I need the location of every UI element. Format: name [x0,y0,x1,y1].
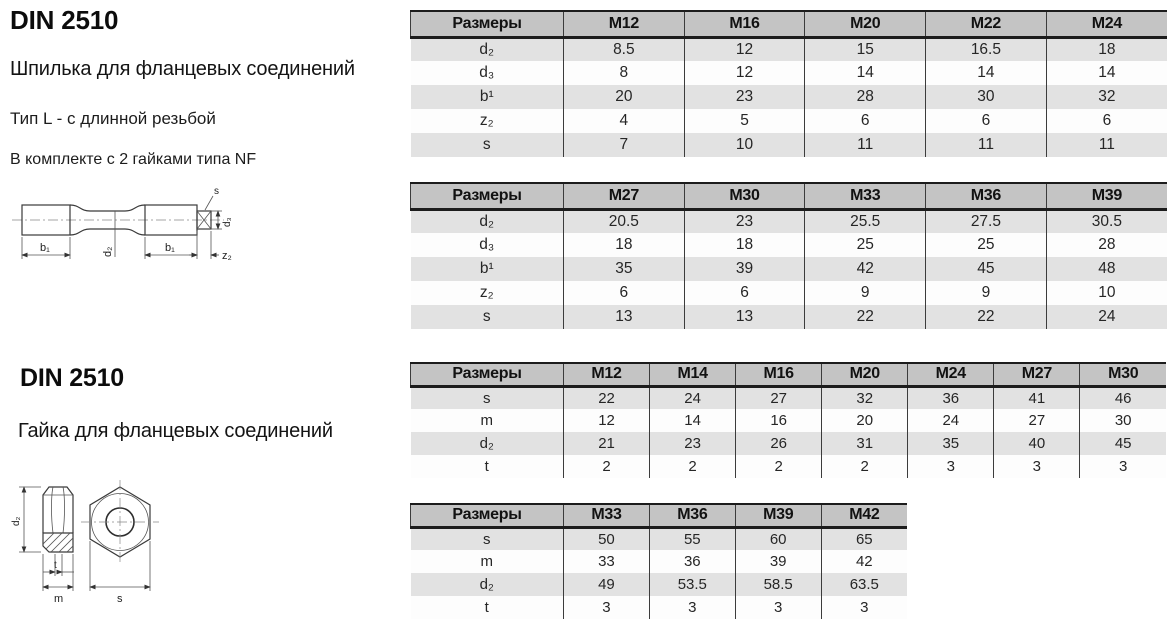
col-header: M16 [684,11,805,37]
dimension-cell: 8 [564,61,685,85]
stud-technical-drawing [8,183,248,263]
table-row [411,109,1168,133]
dimension-cell: 45 [926,257,1047,281]
dimension-cell: 30 [926,85,1047,109]
row-header-label: Размеры [411,183,564,209]
dimension-cell: 21 [564,432,650,455]
dimension-cell: 18 [684,233,805,257]
nut-technical-drawing [5,478,170,620]
row-label: s [411,386,564,409]
stud-dim-z2-label: z₂ [222,250,232,262]
dimension-cell: 32 [822,386,908,409]
nut-section-title: DIN 2510 [20,364,125,392]
row-label: z₂ [411,281,564,305]
col-header: M39 [735,504,821,527]
dimension-cell: 18 [1046,37,1167,61]
nut-section-subtitle: Гайка для фланцевых соединений [18,420,333,442]
col-header: M12 [564,363,650,386]
col-header: M27 [564,183,685,209]
dimension-cell: 10 [684,133,805,157]
table-row [411,573,908,596]
col-header: M20 [805,11,926,37]
dimension-cell: 22 [564,386,650,409]
table-row [411,432,1167,455]
table-row [411,527,908,550]
dimension-cell: 11 [1046,133,1167,157]
row-label: b¹ [411,85,564,109]
dimension-cell: 45 [1080,432,1166,455]
row-label: m [411,550,564,573]
dimension-cell: 6 [805,109,926,133]
table-row [411,281,1168,305]
dimension-cell: 25 [805,233,926,257]
table-row [411,257,1168,281]
dimension-cell: 60 [735,527,821,550]
col-header: M14 [650,363,736,386]
dimension-cell: 3 [564,596,650,619]
table-header-row [411,504,908,527]
nut-dimensions-table-m12-m30 [410,362,1166,478]
stud-dim-b1-left-label: b₁ [40,242,50,254]
dimension-cell: 30 [1080,409,1166,432]
dimension-cell: 20.5 [564,209,685,233]
table-row [411,233,1168,257]
dimension-cell: 24 [1046,305,1167,329]
dimension-cell: 13 [684,305,805,329]
dimension-cell: 42 [821,550,907,573]
col-header: M24 [1046,11,1167,37]
dimension-cell: 10 [1046,281,1167,305]
stud-shank-top-edge [70,205,145,211]
dimension-cell: 14 [805,61,926,85]
dimension-cell: 3 [649,596,735,619]
nut-dim-m-label: m [54,593,64,605]
dimension-cell: 24 [650,386,736,409]
col-header: M20 [822,363,908,386]
dimension-cell: 28 [805,85,926,109]
dimension-cell: 32 [1046,85,1167,109]
col-header: M33 [564,504,650,527]
dimension-cell: 49 [564,573,650,596]
dimension-cell: 14 [1046,61,1167,85]
row-label: z₂ [411,109,564,133]
dimension-cell: 9 [926,281,1047,305]
dimension-cell: 28 [1046,233,1167,257]
row-label: d₂ [411,432,564,455]
col-header: M36 [926,183,1047,209]
row-label: t [411,596,564,619]
dimension-cell: 36 [908,386,994,409]
dimension-cell: 50 [564,527,650,550]
dimension-cell: 13 [564,305,685,329]
dimension-cell: 30.5 [1046,209,1167,233]
nut-side-body [43,487,73,533]
table-row [411,85,1168,109]
dimension-cell: 18 [564,233,685,257]
col-header: M30 [1080,363,1166,386]
table-row [411,209,1168,233]
row-label: d₂ [411,209,564,233]
dimension-cell: 3 [821,596,907,619]
dimension-cell: 42 [805,257,926,281]
dimension-cell: 33 [564,550,650,573]
stud-dim-d3-label: d₃ [222,217,233,227]
dimension-cell: 23 [650,432,736,455]
table-row [411,133,1168,157]
dimension-cell: 39 [684,257,805,281]
dimension-cell: 20 [564,85,685,109]
stud-type-line: Тип L - с длинной резьбой [10,109,216,128]
dimension-cell: 41 [994,386,1080,409]
dimension-cell: 40 [994,432,1080,455]
dimension-cell: 20 [822,409,908,432]
dimension-cell: 6 [684,281,805,305]
dimension-cell: 8.5 [564,37,685,61]
dimension-cell: 53.5 [649,573,735,596]
stud-section-subtitle: Шпилька для фланцевых соединений [10,58,355,80]
dimension-cell: 2 [822,455,908,478]
dimension-cell: 48 [1046,257,1167,281]
dimension-cell: 31 [822,432,908,455]
col-header: M22 [926,11,1047,37]
row-label: d₂ [411,37,564,61]
row-header-label: Размеры [411,504,564,527]
col-header: M27 [994,363,1080,386]
dimension-cell: 11 [926,133,1047,157]
stud-dim-s-label: s [214,186,219,197]
row-label: s [411,527,564,550]
row-label: d₂ [411,573,564,596]
stud-dimensions-table-m27-m39 [410,182,1167,329]
dimension-cell: 2 [736,455,822,478]
col-header: M42 [821,504,907,527]
table-header-row [411,363,1167,386]
table-row [411,61,1168,85]
row-label: d₃ [411,233,564,257]
dimension-cell: 23 [684,209,805,233]
row-label: s [411,133,564,157]
nut-dim-s-label: s [117,593,123,605]
dimension-cell: 16.5 [926,37,1047,61]
table-row [411,37,1168,61]
stud-section-title: DIN 2510 [10,5,119,35]
dimension-cell: 3 [908,455,994,478]
dimension-cell: 55 [649,527,735,550]
dimension-cell: 11 [805,133,926,157]
dimension-cell: 22 [926,305,1047,329]
dimension-cell: 12 [684,37,805,61]
stud-dimensions-table-m12-m24 [410,10,1167,157]
dimension-cell: 22 [805,305,926,329]
table-header-row [411,183,1168,209]
dimension-cell: 3 [735,596,821,619]
table-row [411,596,908,619]
dimension-cell: 12 [564,409,650,432]
col-header: M39 [1046,183,1167,209]
nut-dimensions-table-m33-m42 [410,503,907,619]
table-row [411,409,1167,432]
table-row [411,455,1167,478]
dimension-cell: 12 [684,61,805,85]
row-label: t [411,455,564,478]
stud-shank-bottom-edge [70,229,145,235]
row-label: s [411,305,564,329]
dimension-cell: 65 [821,527,907,550]
col-header: M16 [736,363,822,386]
stud-kit-line: В комплекте с 2 гайками типа NF [10,151,257,168]
dimension-cell: 2 [564,455,650,478]
row-label: d₃ [411,61,564,85]
dimension-cell: 6 [926,109,1047,133]
col-header: M12 [564,11,685,37]
dimension-cell: 5 [684,109,805,133]
dimension-cell: 27 [994,409,1080,432]
dimension-cell: 25.5 [805,209,926,233]
dimension-cell: 16 [736,409,822,432]
col-header: M33 [805,183,926,209]
dimension-cell: 35 [908,432,994,455]
stud-dim-d2-label: d₂ [102,246,114,257]
dimension-cell: 23 [684,85,805,109]
dimension-cell: 6 [1046,109,1167,133]
dimension-cell: 9 [805,281,926,305]
dimension-cell: 27.5 [926,209,1047,233]
dimension-cell: 3 [994,455,1080,478]
dimension-cell: 25 [926,233,1047,257]
dimension-cell: 36 [649,550,735,573]
dimension-cell: 24 [908,409,994,432]
row-header-label: Размеры [411,11,564,37]
dimension-cell: 7 [564,133,685,157]
dimension-cell: 35 [564,257,685,281]
table-header-row [411,11,1168,37]
nut-dim-t-label: t [54,560,57,571]
col-header: M24 [908,363,994,386]
col-header: M30 [684,183,805,209]
dimension-cell: 63.5 [821,573,907,596]
row-header-label: Размеры [411,363,564,386]
col-header: M36 [649,504,735,527]
row-label: b¹ [411,257,564,281]
dimension-cell: 15 [805,37,926,61]
dimension-cell: 14 [650,409,736,432]
dimension-cell: 26 [736,432,822,455]
dimension-cell: 39 [735,550,821,573]
table-row [411,305,1168,329]
stud-dim-b1-right-label: b₁ [165,242,175,254]
dimension-cell: 46 [1080,386,1166,409]
table-row [411,550,908,573]
dimension-cell: 27 [736,386,822,409]
dimension-cell: 58.5 [735,573,821,596]
dimension-cell: 3 [1080,455,1166,478]
dimension-cell: 6 [564,281,685,305]
dimension-cell: 4 [564,109,685,133]
nut-dim-d2-label: d₂ [11,516,22,526]
table-row [411,386,1167,409]
dimension-cell: 14 [926,61,1047,85]
dimension-cell: 2 [650,455,736,478]
row-label: m [411,409,564,432]
